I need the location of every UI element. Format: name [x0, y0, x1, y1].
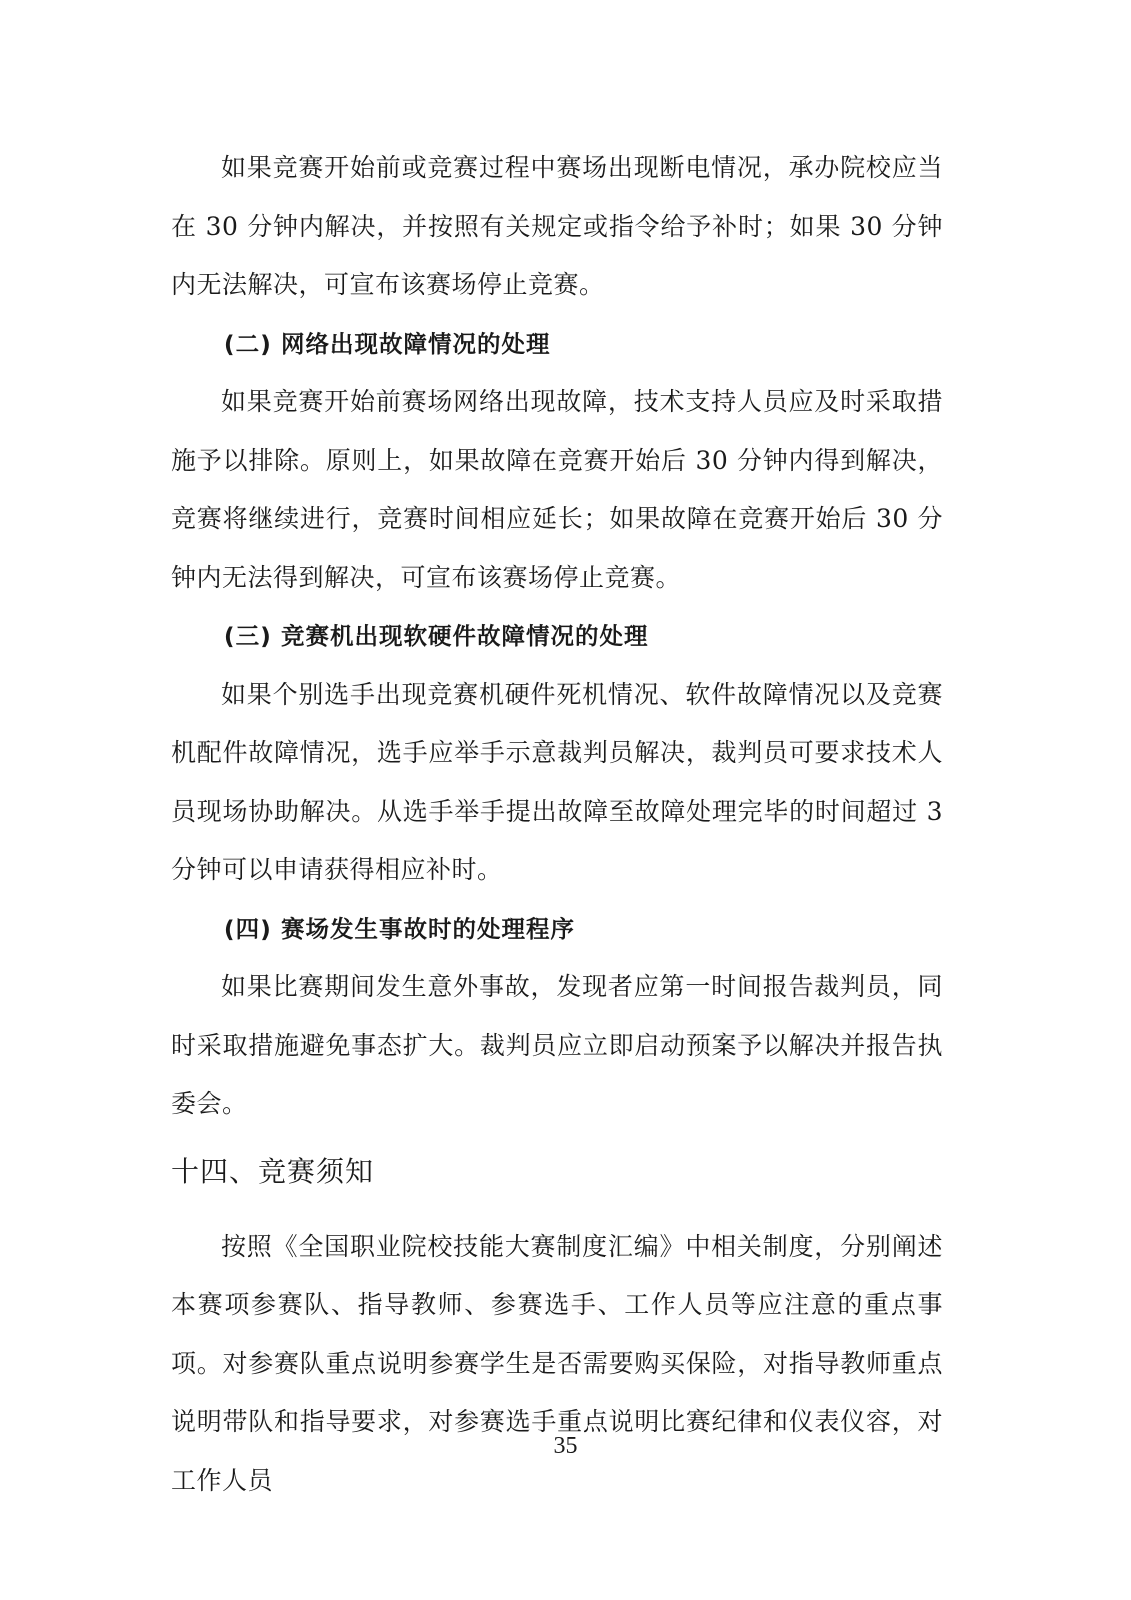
subheading-hardware-failure: (三) 竞赛机出现软硬件故障情况的处理	[223, 622, 649, 650]
paragraph-power-outage: 如果竞赛开始前或竞赛过程中赛场出现断电情况，承办院校应当在 30 分钟内解决，并按照有关规定或指令给予补时；如果 30 分钟内无法解决，可宣布该赛场停止竞赛。	[171, 153, 943, 299]
paragraph-accident-procedure: 如果比赛期间发生意外事故，发现者应第一时间报告裁判员，同时采取措施避免事态扩大。裁判员应立即启动预案予以解决并报告执委会。	[171, 972, 943, 1118]
paragraph-hardware-failure: 如果个别选手出现竞赛机硬件死机情况、软件故障情况以及竞赛机配件故障情况，选手应举手示意裁判员解决，裁判员可要求技术人员现场协助解决。从选手举手提出故障至故障处理完毕的时间超过 3 分钟可以申请获得相应补时。	[171, 679, 943, 884]
paragraph-network-failure: 如果竞赛开始前赛场网络出现故障，技术支持人员应及时采取措施予以排除。原则上，如果故障在竞赛开始后 30 分钟内得到解决，竞赛将继续进行，竞赛时间相应延长；如果故障在竞赛开始后 30 分钟内无法得到解决，可宣布该赛场停止竞赛。	[171, 387, 943, 592]
page-number: 35	[553, 1433, 578, 1459]
subheading-accident-procedure: (四) 赛场发生事故时的处理程序	[223, 914, 576, 943]
subheading-network-failure: (二) 网络出现故障情况的处理	[223, 329, 551, 358]
page-content	[171, 139, 943, 1510]
paragraph-competition-notice: 按照《全国职业院校技能大赛制度汇编》中相关制度，分别阐述本赛项参赛队、指导教师、参赛选手、工作人员等应注意的重点事项。对参赛队重点说明参赛学生是否需要购买保险，对指导教师重点说明带队和指导要求，对参赛选手重点说明比赛纪律和仪表仪容，对工作人员	[171, 1231, 943, 1495]
section-title-competition-notice: 十四、竞赛须知	[171, 1154, 375, 1188]
